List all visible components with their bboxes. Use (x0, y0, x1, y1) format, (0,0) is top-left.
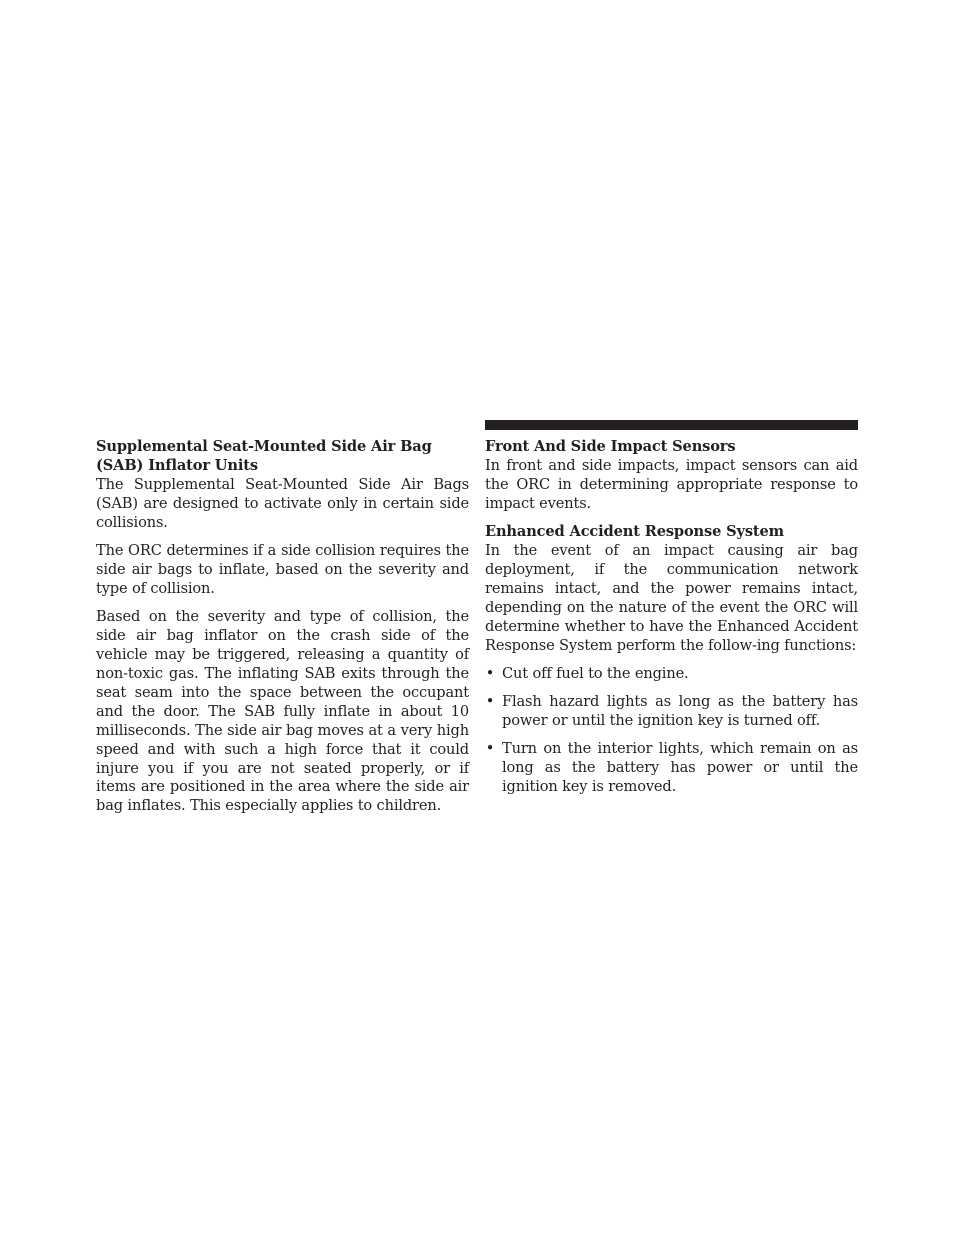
sab-paragraph-3: Based on the severity and type of collision, the side air bag inflator on the crash side of the vehicle may be triggered, releasing a quantity of non-toxic gas. The inflating SAB exits through the seat seam into the space between the occupant and the door. The SAB fully inflate in about 10 milliseconds. The side air bag moves at a very high speed and with such a high force that it could injure you if you are not seated properly, or if items are positioned in the area where the side air bag inflates. This especially applies to children. (96, 608, 469, 815)
sab-paragraph-2: The ORC determines if a side collision requires the side air bags to inflate, based on the severity and type of collision. (96, 542, 469, 597)
right-column (485, 438, 858, 806)
list-item-text: Turn on the interior lights, which remain on as long as the battery has power or until the ignition key is removed. (502, 740, 858, 796)
functions-list (485, 665, 858, 797)
impact-sensors-heading: Front And Side Impact Sensors (485, 438, 736, 455)
section-divider-bar (485, 420, 858, 430)
accident-response-paragraph: In the event of an impact causing air bag deployment, if the communication network remains intact, and the power remains intact, depending on the nature of the event the ORC will determine whether to have the Enhanced Accident Response System perform the follow-ing functions: (485, 542, 858, 654)
bullet-icon: • (485, 664, 495, 682)
list-item-text: Cut off fuel to the engine. (502, 664, 689, 682)
impact-sensors-paragraph: In front and side impacts, impact sensors can aid the ORC in determining appropriate response to impact events. (485, 456, 858, 512)
left-column (96, 438, 469, 826)
list-item (485, 693, 858, 731)
sab-heading: Supplemental Seat-Mounted Side Air Bag (SAB) Inflator Units (96, 438, 432, 474)
list-item (485, 665, 858, 684)
accident-response-heading: Enhanced Accident Response System (485, 523, 784, 541)
sab-paragraph-1: The Supplemental Seat-Mounted Side Air Bags (SAB) are designed to activate only in certain side collisions. (96, 475, 469, 531)
bullet-icon: • (485, 693, 495, 711)
bullet-icon: • (485, 740, 495, 758)
list-item (485, 740, 858, 797)
list-item-text: Flash hazard lights as long as the battery has power or until the ignition key is turned off. (502, 693, 858, 730)
